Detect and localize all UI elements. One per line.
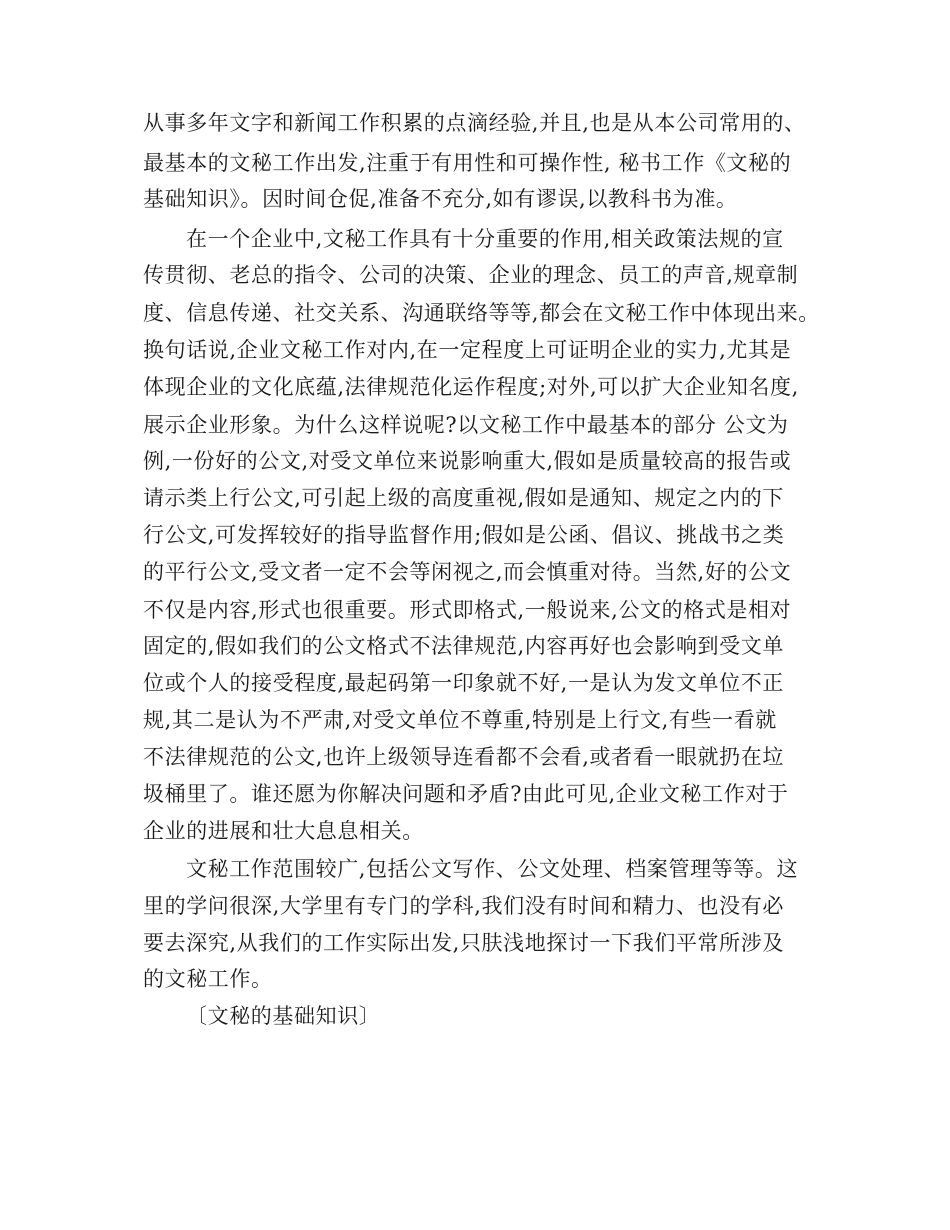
text-line: 行公文,可发挥较好的指导监督作用;假如是公函、倡议、挑战书之类	[143, 523, 785, 547]
text-line: 展示企业形象。为什么这样说呢?以文秘工作中最基本的部分 公文为	[143, 413, 789, 437]
text-line: 传贯彻、老总的指令、公司的决策、企业的理念、员工的声音,规章制	[143, 263, 799, 287]
text-line: 不仅是内容,形式也很重要。形式即格式,一般说来,公文的格式是相对	[143, 598, 792, 622]
text-line: 的文秘工作。	[143, 967, 273, 991]
text-line: 在一个企业中,文秘工作具有十分重要的作用,相关政策法规的宣	[186, 227, 784, 251]
text-line: 不法律规范的公文,也许上级领导连看都不会看,或者看一眼就扔在垃	[143, 745, 784, 769]
text-line: 要去深究,从我们的工作实际出发,只肤浅地探讨一下我们平常所涉及	[143, 931, 784, 955]
text-line: 规,其二是认为不严肃,对受文单位不尊重,特别是上行文,有些一看就	[143, 708, 777, 732]
text-line: 换句话说,企业文秘工作对内,在一定程度上可证明企业的实力,尤其是	[143, 338, 792, 362]
text-line: 从事多年文字和新闻工作积累的点滴经验,并且,也是从本公司常用的、	[143, 111, 806, 135]
text-line: 度、信息传递、社交关系、沟通联络等等,都会在文秘工作中体现出来。	[143, 301, 820, 325]
text-line: 基础知识》。因时间仓促,准备不充分,如有谬误,以教科书为准。	[143, 187, 738, 211]
text-line: 例,一份好的公文,对受文单位来说影响重大,假如是质量较高的报告或	[143, 449, 792, 473]
section-heading: 〔文秘的基础知识〕	[186, 1004, 381, 1028]
text-line: 位或个人的接受程度,最起码第一印象就不好,一是认为发文单位不正	[143, 671, 784, 695]
text-line: 体现企业的文化底蕴,法律规范化运作程度;对外,可以扩大企业知名度,	[143, 375, 799, 399]
text-line: 圾桶里了。谁还愿为你解决问题和矛盾?由此可见,企业文秘工作对于	[143, 782, 789, 806]
text-line: 里的学问很深,大学里有专门的学科,我们没有时间和精力、也没有必	[143, 894, 784, 918]
text-line: 请示类上行公文,可引起上级的高度重视,假如是通知、规定之内的下	[143, 486, 784, 510]
text-line: 企业的进展和壮大息息相关。	[143, 819, 424, 843]
text-line: 固定的,假如我们的公文格式不法律规范,内容再好也会影响到受文单	[143, 634, 784, 658]
text-line: 最基本的文秘工作出发,注重于有用性和可操作性, 秘书工作《文秘的	[143, 151, 792, 175]
text-line: 文秘工作范围较广,包括公文写作、公文处理、档案管理等等。这	[186, 857, 799, 881]
text-line: 的平行公文,受文者一定不会等闲视之,而会慎重对待。当然,好的公文	[143, 560, 792, 584]
